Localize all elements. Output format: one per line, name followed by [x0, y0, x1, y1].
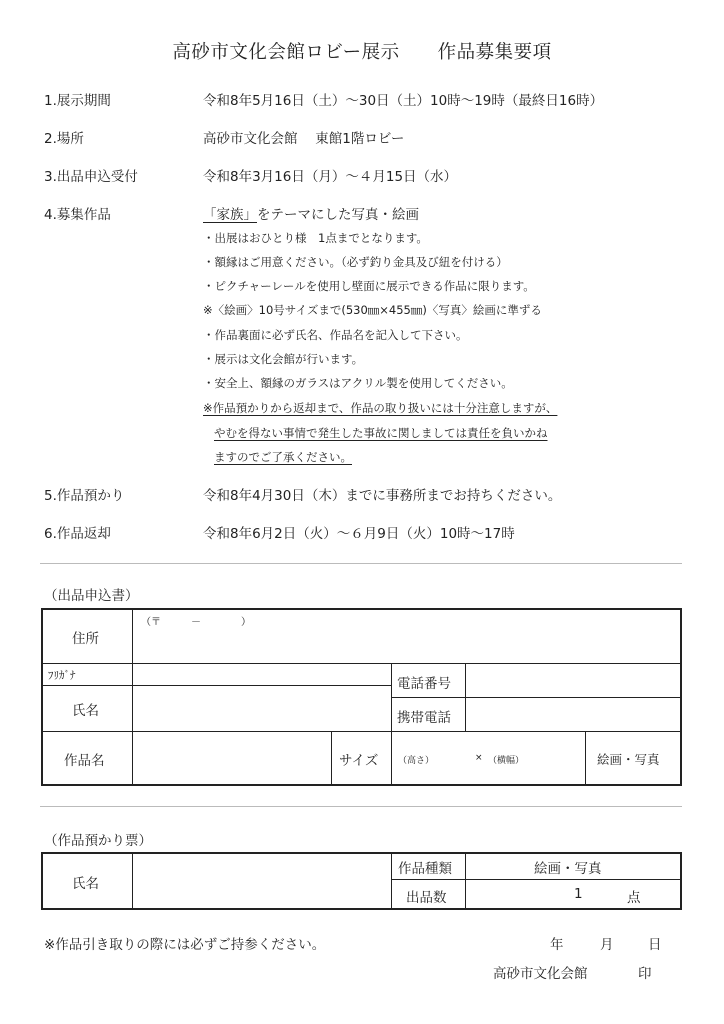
section-value-reception: 令和8年3月16日（月）～４月15日（水） [203, 169, 458, 185]
address-label: 住所 [72, 631, 99, 647]
date-day: 日 [648, 937, 662, 953]
footer-note: ※作品引き取りの際には必ずご持参ください。 [44, 937, 326, 953]
furigana-label: ﾌﾘｶﾞﾅ [48, 669, 76, 682]
seal-mark: 印 [638, 966, 652, 982]
receipt-heading: （作品預かり票） [44, 833, 152, 849]
section-value-works [203, 203, 419, 223]
receipt-count-unit: 点 [627, 890, 641, 906]
divider [40, 563, 682, 564]
section-label-works: 4.募集作品 [44, 207, 111, 223]
date-year: 年 [550, 937, 564, 953]
mobile-label: 携帯電話 [397, 710, 451, 726]
caution-line: やむを得ない事情で発生した事故に関しましては責任を負いかね [214, 426, 548, 440]
note-item: ・ピクチャーレールを使用し壁面に展示できる作品に限ります。 [203, 279, 535, 293]
date-month: 月 [600, 937, 614, 953]
note-item: ・展示は文化会館が行います。 [203, 352, 364, 366]
section-value-period: 令和8年5月16日（土）～30日（土）10時～19時（最終日16時） [203, 93, 604, 109]
note-item: ・額縁はご用意ください。（必ず釣り金具及び紐を付ける） [203, 255, 508, 269]
section-label-reception: 3.出品申込受付 [44, 169, 138, 185]
receipt-count-value: 1 [574, 886, 583, 902]
section-value-deposit: 令和8年4月30日（木）までに事務所までお持ちください。 [203, 488, 562, 504]
section-label-return: 6.作品返却 [44, 526, 111, 542]
receipt-category-value: 絵画・写真 [534, 861, 602, 877]
section-value-place: 高砂市文化会館 東館1階ロビー [203, 131, 405, 147]
work-title-label: 作品名 [64, 753, 105, 769]
theme-text: をテーマにした写真・絵画 [257, 207, 419, 223]
category-label: 絵画・写真 [597, 752, 660, 767]
size-label: サイズ [339, 753, 379, 769]
receipt-name-label: 氏名 [72, 876, 99, 892]
note-item: ・安全上、額縁のガラスはアクリル製を使用してください。 [203, 376, 513, 390]
phone-label: 電話番号 [397, 676, 451, 692]
height-hint: （高さ） [398, 756, 435, 766]
section-value-return: 令和8年6月2日（火）～６月9日（火）10時～17時 [203, 526, 515, 542]
receipt-count-label: 出品数 [406, 890, 447, 906]
section-label-period: 1.展示期間 [44, 93, 111, 109]
theme-keyword: 「家族」 [203, 207, 257, 223]
receipt-category-label: 作品種類 [398, 861, 452, 877]
caution-line: ※作品預かりから返却まで、作品の取り扱いには十分注意しますが、 [203, 401, 558, 415]
caution-line: ますのでご了承ください。 [214, 450, 352, 464]
postal-code-field[interactable]: （〒 － ） [141, 617, 251, 628]
name-label: 氏名 [72, 703, 99, 719]
note-item: ※〈絵画〉10号サイズまで(530㎜×455㎜)〈写真〉絵画に準ずる [203, 303, 542, 317]
divider [40, 806, 682, 807]
page-title: 高砂市文化会館ロビー展示 作品募集要項 [172, 42, 552, 63]
application-form-heading: （出品申込書） [44, 588, 139, 604]
note-item: ・作品裏面に必ず氏名、作品名を記入して下さい。 [203, 328, 468, 342]
width-hint: （横幅） [488, 756, 525, 766]
note-item: ・出展はおひとり様 1点までとなります。 [203, 231, 428, 245]
times-sign: × [475, 753, 483, 763]
section-label-deposit: 5.作品預かり [44, 488, 125, 504]
issuer-name: 高砂市文化会館 [493, 966, 588, 982]
section-label-place: 2.場所 [44, 131, 84, 147]
